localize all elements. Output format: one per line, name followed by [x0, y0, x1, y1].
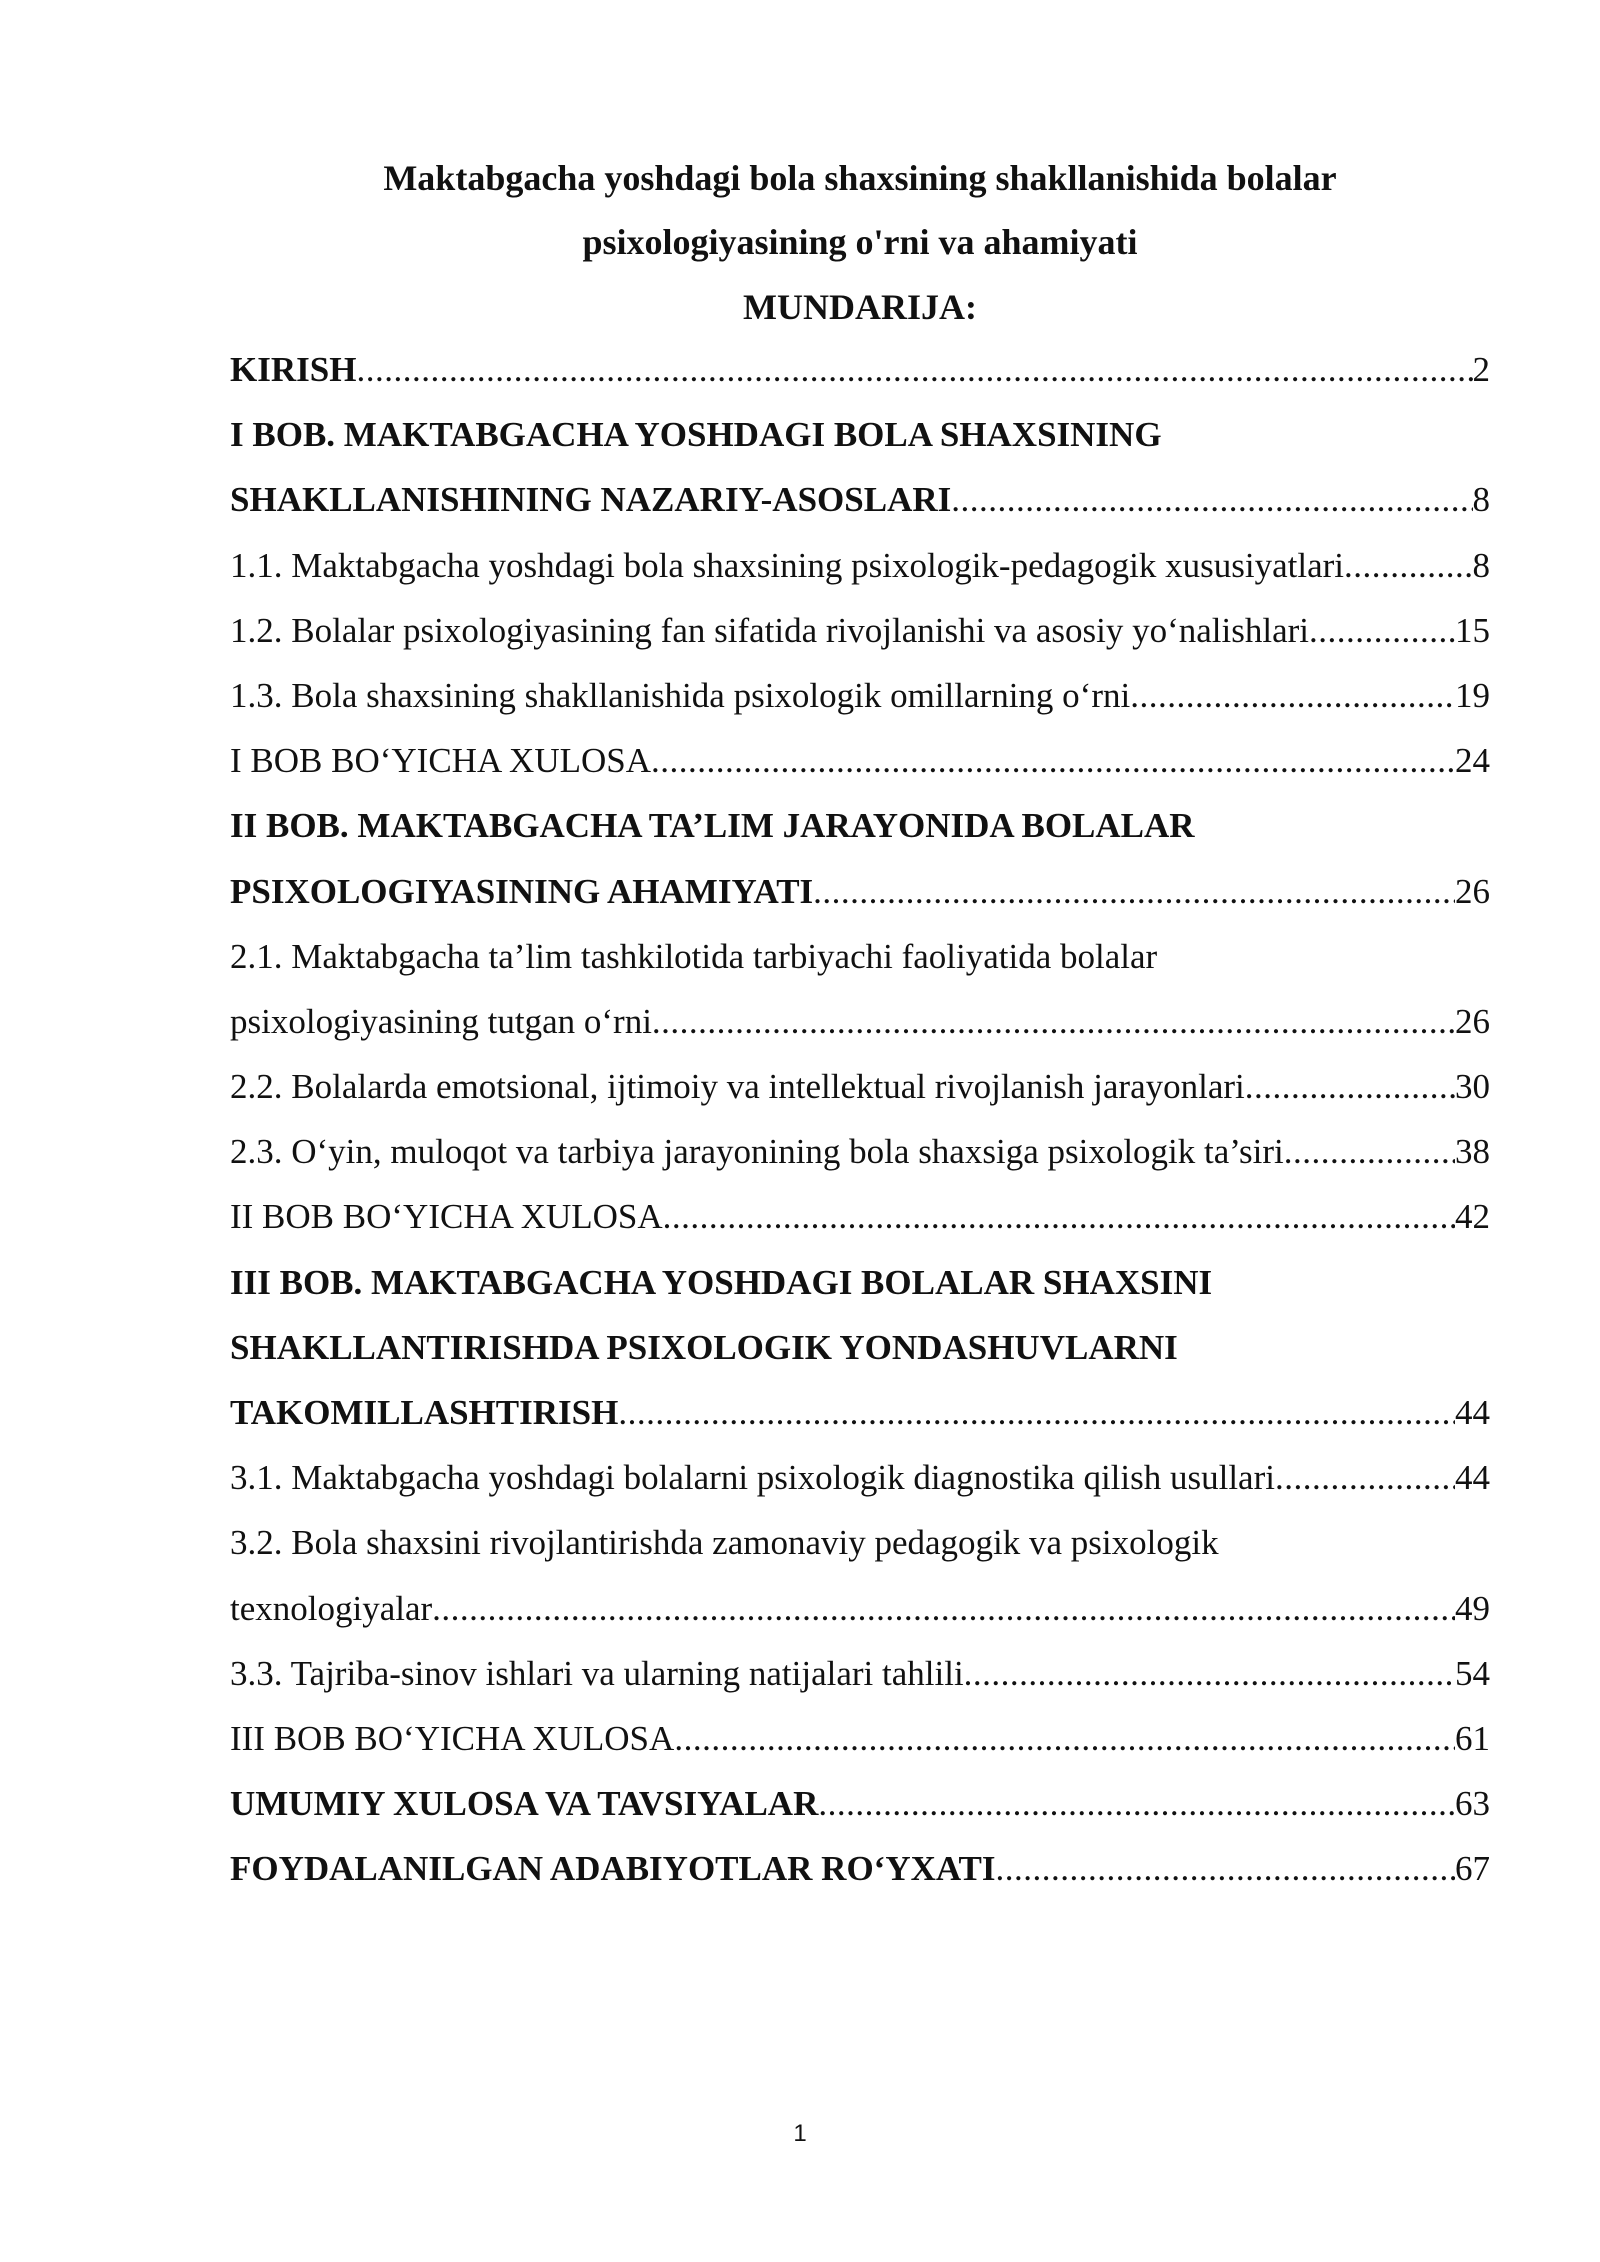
toc-entry-text: 2.2. Bolalarda emotsional, ijtimoiy va intellektual rivojlanish jarayonlari	[230, 1067, 1245, 1107]
toc-entry[interactable]	[230, 1065, 1490, 1130]
toc-entry-page-number: 67	[1455, 1849, 1490, 1889]
toc-entry-page-number: 8	[1472, 480, 1490, 520]
toc-entry-text: psixologiyasining tutgan o‘rni	[230, 1001, 652, 1041]
toc-entry-text: II BOB BO‘YICHA XULOSA	[230, 1197, 663, 1237]
toc-entry-text: UMUMIY XULOSA VA TAVSIYALAR	[230, 1784, 819, 1824]
toc-entry[interactable]	[230, 1130, 1490, 1195]
toc-entry-text: 1.3. Bola shaxsining shakllanishida psixologik omillarning o‘rni	[230, 675, 1131, 715]
table-of-contents	[230, 348, 1490, 1913]
toc-entry[interactable]	[230, 1587, 1490, 1652]
toc-entry-page-number: 61	[1455, 1718, 1490, 1758]
toc-dot-leader	[818, 1782, 1455, 1826]
toc-dot-leader	[663, 1195, 1455, 1239]
toc-entry-page-number: 44	[1455, 1458, 1490, 1498]
toc-entry-text: TAKOMILLASHTIRISH	[230, 1393, 619, 1432]
toc-entry-page-number: 42	[1455, 1197, 1490, 1237]
toc-entry[interactable]	[230, 1521, 1490, 1586]
toc-entry[interactable]	[230, 1000, 1490, 1065]
toc-entry-text: texnologiyalar	[230, 1588, 433, 1628]
toc-entry-text: FOYDALANILGAN ADABIYOTLAR RO‘YXATI	[230, 1849, 996, 1889]
toc-dot-leader	[674, 1717, 1455, 1761]
toc-heading: MUNDARIJA:	[743, 287, 977, 327]
toc-entry[interactable]	[230, 1847, 1490, 1912]
toc-entry[interactable]	[230, 1261, 1490, 1326]
toc-entry-text: 1.1. Maktabgacha yoshdagi bola shaxsining psixologik-pedagogik xususiyatlari	[230, 545, 1344, 585]
toc-entry-page-number: 8	[1472, 545, 1490, 585]
toc-entry[interactable]	[230, 1456, 1490, 1521]
toc-entry-page-number: 63	[1455, 1784, 1490, 1824]
toc-dot-leader	[996, 1847, 1455, 1891]
toc-entry-text: SHAKLLANISHINING NAZARIY-ASOSLARI	[230, 480, 952, 520]
toc-entry-text: 2.1. Maktabgacha ta’lim tashkilotida tarbiyachi faoliyatida bolalar	[230, 936, 1158, 976]
toc-entry[interactable]	[230, 674, 1490, 739]
toc-entry[interactable]	[230, 804, 1490, 869]
toc-entry-text: I BOB BO‘YICHA XULOSA	[230, 741, 651, 781]
toc-dot-leader	[651, 739, 1455, 783]
toc-entry-page-number: 24	[1455, 741, 1490, 781]
toc-entry[interactable]	[230, 739, 1490, 804]
toc-entry-page-number: 54	[1455, 1653, 1490, 1693]
toc-entry-text: II BOB. MAKTABGACHA TA’LIM JARAYONIDA BOLALAR	[230, 806, 1195, 846]
toc-entry[interactable]	[230, 348, 1490, 413]
toc-entry-page-number: 44	[1455, 1393, 1490, 1432]
toc-entry-page-number: 30	[1455, 1067, 1490, 1107]
toc-entry-text: III BOB. MAKTABGACHA YOSHDAGI BOLALAR SHAXSINI	[230, 1262, 1213, 1302]
toc-entry-page-number: 2	[1472, 350, 1490, 389]
toc-dot-leader	[1245, 1065, 1455, 1109]
toc-entry-text: I BOB. MAKTABGACHA YOSHDAGI BOLA SHAXSINING	[230, 415, 1162, 455]
toc-entry-text: 2.3. O‘yin, muloqot va tarbiya jarayonining bola shaxsiga psixologik ta’siri	[230, 1132, 1284, 1172]
toc-entry[interactable]	[230, 935, 1490, 1000]
toc-dot-leader	[1284, 1130, 1455, 1174]
toc-entry[interactable]	[230, 870, 1490, 935]
toc-dot-leader	[432, 1587, 1455, 1631]
toc-entry[interactable]	[230, 1782, 1490, 1847]
toc-dot-leader	[652, 1000, 1455, 1044]
toc-entry-text: KIRISH	[230, 350, 357, 389]
toc-dot-leader	[1309, 609, 1455, 653]
document-title-line-1: Maktabgacha yoshdagi bola shaxsining shakllanishida bolalar	[383, 158, 1337, 198]
document-title-line-2: psixologiyasining o'rni va ahamiyati	[582, 222, 1138, 262]
toc-entry-text: 3.2. Bola shaxsini rivojlantirishda zamonaviy pedagogik va psixologik	[230, 1523, 1219, 1563]
toc-dot-leader	[964, 1652, 1455, 1696]
toc-dot-leader	[1130, 674, 1455, 718]
toc-dot-leader	[356, 348, 1472, 392]
toc-dot-leader	[951, 478, 1472, 522]
toc-entry-text: SHAKLLANTIRISHDA PSIXOLOGIK YONDASHUVLARNI	[230, 1327, 1178, 1367]
toc-dot-leader	[618, 1391, 1455, 1435]
toc-dot-leader	[1344, 544, 1473, 588]
toc-entry-text: 1.2. Bolalar psixologiyasining fan sifatida rivojlanishi va asosiy yo‘nalishlari	[230, 610, 1309, 650]
toc-entry-text: PSIXOLOGIYASINING AHAMIYATI	[230, 871, 814, 911]
toc-entry[interactable]	[230, 413, 1490, 478]
toc-dot-leader	[1275, 1456, 1455, 1500]
toc-entry[interactable]	[230, 478, 1490, 543]
toc-dot-leader	[813, 870, 1455, 914]
toc-entry-page-number: 26	[1455, 1001, 1490, 1041]
toc-entry[interactable]	[230, 1195, 1490, 1260]
toc-entry[interactable]	[230, 1652, 1490, 1717]
toc-entry-page-number: 19	[1455, 675, 1490, 715]
toc-entry[interactable]	[230, 1326, 1490, 1391]
toc-entry-page-number: 15	[1455, 610, 1490, 650]
toc-entry-text: III BOB BO‘YICHA XULOSA	[230, 1718, 675, 1758]
toc-entry[interactable]	[230, 609, 1490, 674]
toc-entry[interactable]	[230, 544, 1490, 609]
page-number: 1	[793, 2120, 807, 2147]
toc-entry-page-number: 38	[1455, 1132, 1490, 1172]
toc-entry[interactable]	[230, 1391, 1490, 1456]
toc-entry-page-number: 49	[1455, 1588, 1490, 1628]
toc-entry-text: 3.3. Tajriba-sinov ishlari va ularning natijalari tahlili	[230, 1653, 964, 1693]
toc-entry-page-number: 26	[1455, 871, 1490, 911]
toc-entry-text: 3.1. Maktabgacha yoshdagi bolalarni psixologik diagnostika qilish usullari	[230, 1458, 1275, 1498]
toc-entry[interactable]	[230, 1717, 1490, 1782]
